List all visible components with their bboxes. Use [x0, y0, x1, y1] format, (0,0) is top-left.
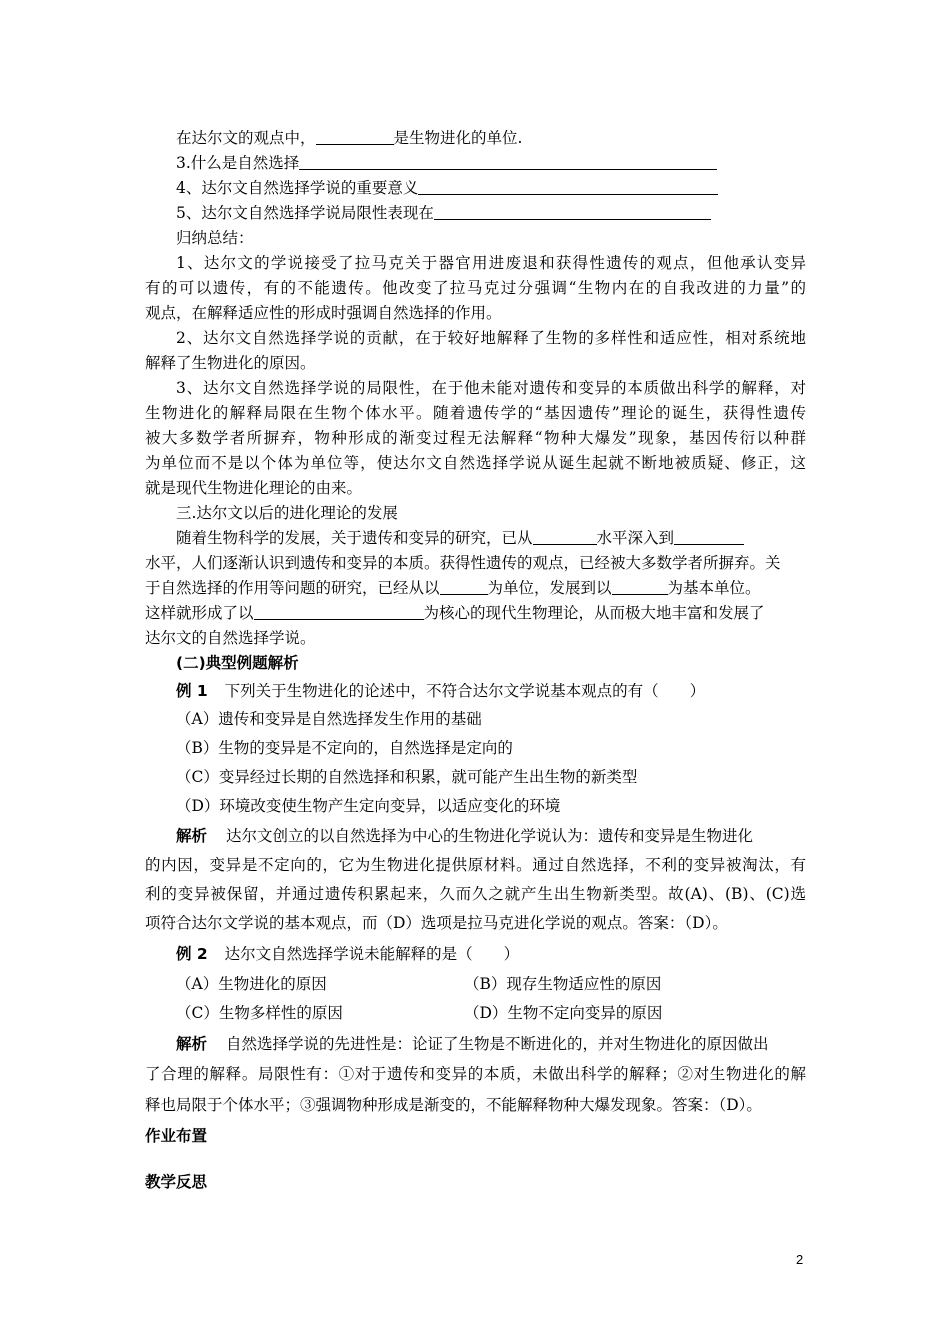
- example-2-option-c: （C）生物多样性的原因: [176, 1004, 343, 1022]
- section-3-line-5: 达尔文的自然选择学说。: [145, 629, 316, 647]
- example-2-analysis-text: 自然选择学说的先进性是：论证了生物是不断进化的，并对生物进化的原因做出: [225, 1035, 769, 1053]
- summary-p1-line-3: 观点，在解释适应性的形成时强调自然选择的作用。: [145, 304, 502, 322]
- example-1-option-b: （B）生物的变异是不定向的，自然选择是定向的: [176, 739, 513, 757]
- question-4-text: 4、达尔文自然选择学说的重要意义: [176, 179, 419, 197]
- section-3-text: 这样就形成了以: [145, 604, 254, 622]
- example-2-option-b: （B）现存生物适应性的原因: [464, 975, 662, 993]
- summary-p3-line-2: 生物进化的解释局限在生物个体水平。随着遗传学的“基因遗传”理论的诞生，获得性遗传: [145, 404, 806, 422]
- summary-p2-line-2: 解释了生物进化的原因。: [145, 354, 316, 372]
- example-1-question: [176, 681, 705, 701]
- section-3-line-3: [145, 578, 761, 598]
- question-4: [176, 178, 718, 198]
- example-2-question-text: 达尔文自然选择学说未能解释的是（ ）: [224, 945, 520, 963]
- example-2-question: [176, 944, 519, 964]
- unit-question-suffix: 是生物进化的单位.: [393, 129, 523, 147]
- example-1-analysis-line-4: 项符合达尔文学说的基本观点，而（D）选项是拉马克进化学说的观点。答案：（D）。: [145, 914, 728, 932]
- section-3-line-1: [176, 528, 744, 548]
- answer-blank: [440, 580, 488, 595]
- summary-p3-line-1: 3、达尔文自然选择学说的局限性，在于他未能对遗传和变异的本质做出科学的解释，对: [176, 379, 806, 397]
- question-5: [176, 203, 711, 223]
- example-2-label: 例 2: [176, 945, 208, 963]
- example-1-analysis-line-2: 的内因，变异是不定向的，它为生物进化提供原材料。通过自然选择，不利的变异被淘汰，有: [145, 856, 806, 874]
- summary-p1-line-2: 有的可以遗传，有的不能遗传。他改变了拉马克过分强调“生物内在的自我改进的力量”的: [145, 279, 806, 297]
- unit-question-line: [176, 128, 522, 148]
- example-1-analysis-line-1: [176, 826, 753, 846]
- answer-blank: [674, 530, 744, 545]
- summary-heading: 归纳总结：: [176, 229, 254, 247]
- answer-blank: [434, 205, 711, 220]
- example-1-option-c: （C）变异经过长期的自然选择和积累，就可能产生出生物的新类型: [176, 768, 638, 786]
- section-3-text: 随着生物科学的发展，关于遗传和变异的研究，已从: [176, 529, 533, 547]
- section-3-text: 为基本单位。: [667, 579, 761, 597]
- example-2-option-a: （A）生物进化的原因: [176, 975, 327, 993]
- section-3-text: 于自然选择的作用等问题的研究，已经从以: [145, 579, 440, 597]
- summary-p3-line-3: 被大多数学者所摒弃，物种形成的渐变过程无法解释“物种大爆发”现象，基因传衍以种群: [145, 429, 806, 447]
- section-3-text: 水平深入到: [596, 529, 675, 547]
- question-3: [176, 153, 717, 173]
- summary-p3-line-4: 为单位而不是以个体为单位等，使达尔文自然选择学说从诞生起就不断地被质疑、修正，这: [145, 454, 806, 472]
- example-1-option-d: （D）环境改变使生物产生定向变异，以适应变化的环境: [176, 797, 561, 815]
- question-5-text: 5、达尔文自然选择学说局限性表现在: [176, 204, 434, 222]
- answer-blank: [533, 530, 597, 545]
- example-1-analysis-line-3: 利的变异被保留，并通过遗传积累起来，久而久之就产生出生物新类型。故(A)、(B)、(C)选: [145, 885, 806, 903]
- example-2-analysis-line-2: 了合理的解释。局限性有：①对于遗传和变异的本质，未做出科学的解释；②对生物进化的解: [145, 1065, 806, 1083]
- section-3-line-2: 水平，人们逐渐认识到遗传和变异的本质。获得性遗传的观点，已经被大多数学者所摒弃。关: [145, 554, 781, 572]
- summary-p3-line-5: 就是现代生物进化理论的由来。: [145, 479, 363, 497]
- summary-p1-line-1: 1、达尔文的学说接受了拉马克关于器官用进废退和获得性遗传的观点，但他承认变异: [176, 254, 806, 272]
- section-3-text: 为核心的现代生物理论，从而极大地丰富和发展了: [423, 604, 765, 622]
- analysis-label: 解析: [176, 827, 208, 845]
- answer-blank: [612, 580, 668, 595]
- unit-question-prefix: 在达尔文的观点中，: [176, 129, 316, 147]
- answer-blank: [418, 180, 718, 195]
- example-1-label: 例 1: [176, 682, 208, 700]
- summary-p2-line-1: 2、达尔文自然选择学说的贡献，在于较好地解释了生物的多样性和适应性，相对系统地: [176, 329, 806, 347]
- section-3-text: 为单位，发展到以: [487, 579, 612, 597]
- homework-heading: 作业布置: [145, 1127, 208, 1145]
- answer-blank: [299, 155, 717, 170]
- example-2-analysis-line-1: [176, 1034, 768, 1054]
- answer-blank: [316, 130, 394, 145]
- section-3-heading: 三.达尔文以后的进化理论的发展: [176, 504, 398, 522]
- answer-blank: [254, 605, 424, 620]
- example-1-option-a: （A）遗传和变异是自然选择发生作用的基础: [176, 710, 482, 728]
- examples-heading: (二)典型例题解析: [176, 654, 299, 672]
- section-3-line-4: [145, 603, 765, 623]
- question-3-text: 3.什么是自然选择: [176, 154, 300, 172]
- reflection-heading: 教学反思: [145, 1173, 208, 1191]
- example-2-option-d: （D）生物不定向变异的原因: [464, 1004, 663, 1022]
- page-number: 2: [796, 1252, 804, 1267]
- example-2-analysis-line-3: 释也局限于个体水平；③强调物种形成是渐变的，不能解释物种大爆发现象。答案：（D）。: [145, 1096, 762, 1114]
- example-1-analysis-text: 达尔文创立的以自然选择为中心的生物进化学说认为：遗传和变异是生物进化: [225, 827, 753, 845]
- analysis-label: 解析: [176, 1035, 208, 1053]
- example-1-question-text: 下列关于生物进化的论述中，不符合达尔文学说基本观点的有（ ）: [224, 682, 706, 700]
